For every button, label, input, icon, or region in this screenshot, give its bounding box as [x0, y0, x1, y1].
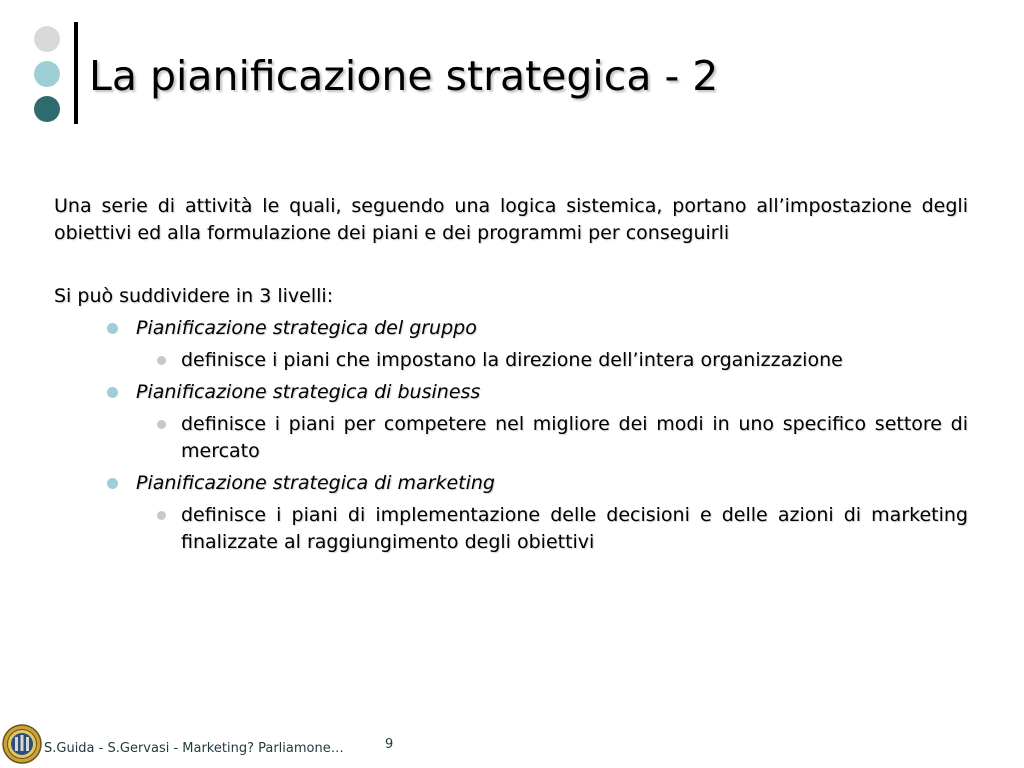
bullet-level2-icon — [157, 511, 166, 520]
level-detail-group — [181, 347, 968, 374]
page-number: 9 — [385, 737, 394, 752]
bullet-level2-icon — [157, 420, 166, 429]
university-seal-icon — [2, 724, 42, 764]
slide-title: La pianificazione strategica - 2 — [89, 52, 719, 100]
level-heading-business — [136, 379, 968, 406]
decorative-dot-mid — [34, 61, 60, 87]
level-detail-text: definisce i piani per competere nel migliore dei modi in uno specifico settore di mercato — [181, 413, 968, 462]
level-heading-text: Pianificazione strategica di business — [136, 381, 481, 403]
level-heading-text: Pianificazione strategica di marketing — [136, 472, 495, 494]
bullet-level1-icon — [107, 323, 118, 334]
bullet-level2-icon — [157, 356, 166, 365]
bullet-level1-icon — [107, 478, 118, 489]
decorative-dot-light — [34, 26, 60, 52]
level-detail-text: definisce i piani che impostano la direzione dell’intera organizzazione — [181, 349, 843, 371]
level-detail-business — [181, 411, 968, 465]
slide-body — [54, 193, 968, 556]
level-heading-marketing — [136, 470, 968, 497]
footer-credits: S.Guida - S.Gervasi - Marketing? Parliamone… — [44, 741, 344, 756]
title-divider — [74, 22, 78, 124]
level-detail-text: definisce i piani di implementazione delle decisioni e delle azioni di marketing finalizzate al raggiungimento degli obiettivi — [181, 504, 968, 553]
level-heading-group — [136, 315, 968, 342]
levels-intro: Si può suddividere in 3 livelli: — [54, 285, 334, 307]
intro-paragraph: Una serie di attività le quali, seguendo una logica sistemica, portano all’impostazione degli obiettivi ed alla formulazione dei piani e dei programmi per conseguirli — [54, 195, 968, 244]
level-detail-marketing — [181, 502, 968, 556]
decorative-dot-dark — [34, 96, 60, 122]
bullet-level1-icon — [107, 387, 118, 398]
level-heading-text: Pianificazione strategica del gruppo — [136, 317, 477, 339]
